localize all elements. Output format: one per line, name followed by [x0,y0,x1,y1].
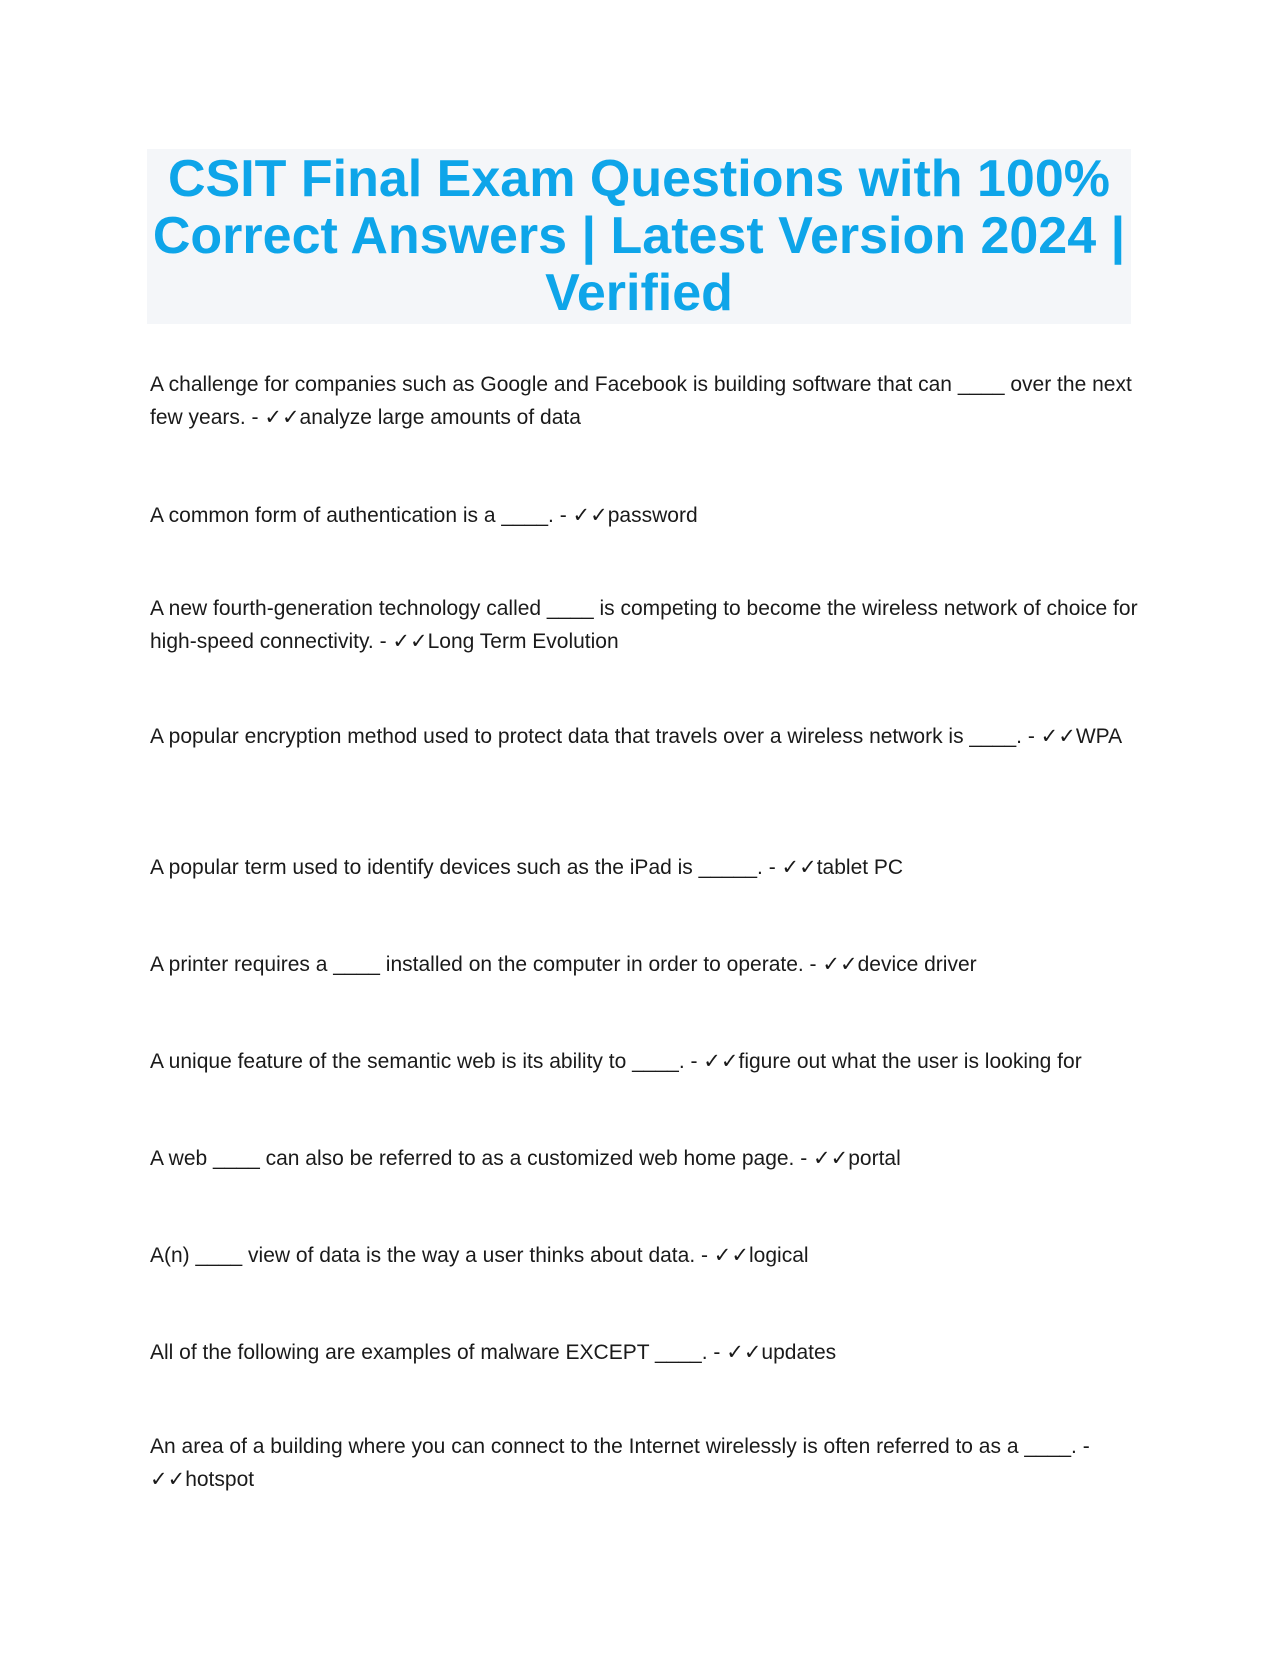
qa-item: All of the following are examples of malware EXCEPT ____. - ✓✓updates [150,1341,837,1364]
qa-item: A(n) ____ view of data is the way a user thinks about data. - ✓✓logical [150,1244,809,1267]
qa-item: A unique feature of the semantic web is its ability to ____. - ✓✓figure out what the user is looking for [150,1050,1082,1073]
qa-item: A common form of authentication is a ____. - ✓✓password [150,504,698,527]
qa-item: An area of a building where you can connect to the Internet wirelessly is often referred to as a ____. - ✓✓hotspot [150,1435,1090,1491]
qa-item: A web ____ can also be referred to as a customized web home page. - ✓✓portal [150,1147,901,1170]
qa-item: A challenge for companies such as Google and Facebook is building software that can ____ over the next few years. - ✓✓analyze large amounts of data [150,373,1132,429]
title-banner [147,149,1131,324]
qa-item: A popular term used to identify devices such as the iPad is _____. - ✓✓tablet PC [150,856,904,879]
page-title: CSIT Final Exam Questions with 100% Correct Answers | Latest Version 2024 | Verified [152,150,1126,322]
qa-item: A popular encryption method used to protect data that travels over a wireless network is ____. - ✓✓WPA [150,725,1123,748]
qa-item: A printer requires a ____ installed on the computer in order to operate. - ✓✓device driver [150,953,977,976]
qa-item: A new fourth-generation technology called ____ is competing to become the wireless network of choice for high-speed connectivity. - ✓✓Long Term Evolution [150,597,1138,653]
